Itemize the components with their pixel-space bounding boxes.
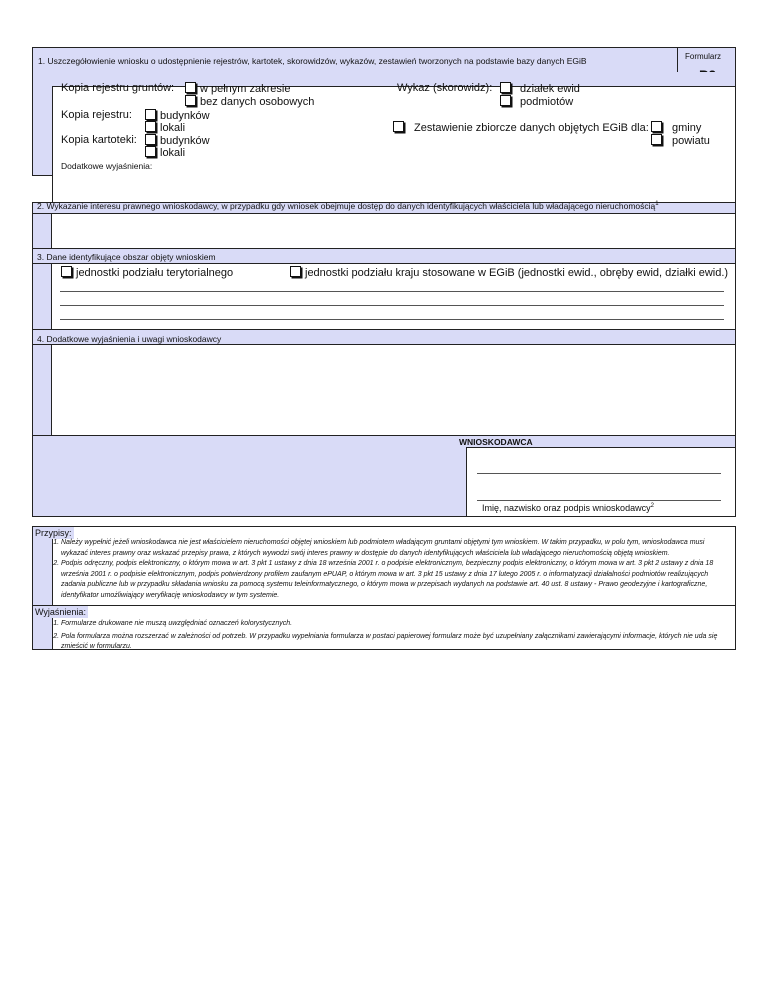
signature-label: Imię, nazwisko oraz podpis wnioskodawcy$^2$ (482, 503, 654, 513)
opt-dzialek-ewid[interactable]: działek ewid (500, 82, 580, 95)
checkbox-icon (290, 266, 301, 277)
section2-left-strip (32, 213, 52, 249)
wyjasnienia-title: Wyjaśnienia: (35, 607, 86, 617)
checkbox-icon (145, 121, 156, 132)
section3-left-strip (32, 263, 52, 330)
wyjasnienia-list (37, 619, 731, 653)
section4-left-strip (32, 344, 52, 436)
przypisy-list (37, 538, 731, 601)
wykaz-label: Wykaz (skorowidz): (397, 82, 493, 94)
opt-kartoteka-lokali[interactable]: lokali (145, 146, 185, 159)
opt-rejestr-budynkow[interactable]: budynków (145, 109, 210, 122)
section1-header (32, 47, 678, 73)
opt-w-pelnym-zakresie[interactable]: w pełnym zakresie (185, 82, 290, 95)
checkbox-icon (145, 146, 156, 157)
section1-title: 1. Uszczegółowienie wniosku o udostępnienie rejestrów, kartotek, skorowidzów, wykazów, zestawień tworzonych na podstawie bazy danych EGiB (38, 56, 587, 66)
wyjasnienie-1: 1. Formularze drukowane nie muszą uwzględniać oznaczeń kolorystycznych. (61, 619, 731, 630)
uwagi-input[interactable] (51, 344, 736, 436)
przypis-2: 2. Podpis odręczny, podpis elektroniczny, o którym mowa w art. 3 pkt 1 ustawy z dnia 18 września 2001 r. o podpisie elektronicznym, bezpieczny podpis elektroniczny, o którym mowa w art. 3 pkt 2 ustawy z dnia 18 września 2001 r. o podpisie elektronicznym, podpis potwierdzony profilem zaufanym ePUAP, o którym mowa w art. 3 pkt 15 ustawy z dnia 17 lutego 2005 r. o informatyzacji działalności podmiotów realizujących zadania publiczne lub w przypadku składania wniosku za pomocą systemu teleinformatycznego, o którym mowa w przepisach wydanych na podstawie art. 40 ust. 8 ustawy - Prawo geodezyjne i kartograficzne, identyfikator umożliwiający weryfikację wnioskodawcy w tym systemie. (61, 559, 731, 601)
przypisy-title: Przypisy: (35, 528, 72, 538)
kopia-rejestru-label: Kopia rejestru: (61, 109, 132, 121)
section2-title: 2. Wykazanie interesu prawnego wnioskodawcy, w przypadku gdy wniosek obejmuje dostęp do danych identyfikujących właściciela lub władającego nieruchomością$^1$ (37, 201, 659, 211)
dodatkowe-input[interactable] (60, 172, 730, 200)
checkbox-icon (185, 95, 196, 106)
opt-powiatu[interactable]: powiatu (651, 134, 710, 147)
wyjasnienia-box (32, 605, 736, 650)
checkbox-icon (185, 82, 196, 93)
przypis-1: 1. Należy wypełnić jeżeli wnioskodawca nie jest właścicielem nieruchomości objętej wnioskiem lub podmiotem władającym gruntami objętymi tym wnioskiem. W takim przypadku, w polu tym, wnioskodawca musi wykazać interes prawny oraz wskazać przepisy prawa, z których wywodzi swój interes prawny w dostępie do danych identyfikujących właściciela lub władającego nieruchomością objętą wnioskiem. (61, 538, 731, 559)
section3-title: 3. Dane identyfikujące obszar objęty wnioskiem (37, 252, 216, 262)
opt-rejestr-lokali[interactable]: lokali (145, 121, 185, 134)
wyjasnienie-2: 2. Pola formularza można rozszerzać w zależności od potrzeb. W przypadku wypełniania formularza w postaci papierowej formularz może być uzupełniany załącznikami zawierającymi informacje, których nie uda się zmieścić w formularzu. (61, 632, 731, 653)
section4-header (32, 329, 736, 345)
checkbox-icon (393, 121, 404, 132)
kopia-kartoteki-label: Kopia kartoteki: (61, 134, 137, 146)
opt-podmiotow[interactable]: podmiotów (500, 95, 573, 108)
checkbox-icon (500, 82, 511, 93)
opt-gminy[interactable]: gminy (651, 121, 701, 134)
opt-jednostki-terytorialne[interactable]: jednostki podziału terytorialnego (61, 266, 233, 279)
przypisy-box (32, 526, 736, 606)
checkbox-icon (500, 95, 511, 106)
dodatkowe-label: Dodatkowe wyjaśnienia: (61, 161, 153, 171)
interes-prawny-input[interactable] (51, 213, 736, 249)
opt-kartoteka-budynkow[interactable]: budynków (145, 134, 210, 147)
checkbox-icon (61, 266, 72, 277)
checkbox-icon (145, 134, 156, 145)
section4-title: 4. Dodatkowe wyjaśnienia i uwagi wnioskodawcy (37, 334, 222, 344)
opt-zestawienie[interactable]: Zestawienie zbiorcze danych objętych EGiB dla: (393, 121, 649, 134)
area-line-1[interactable] (60, 291, 724, 292)
checkbox-icon (145, 109, 156, 120)
formularz-label: Formularz (685, 52, 722, 61)
wnioskodawca-title: WNIOSKODAWCA (459, 437, 533, 447)
area-line-3[interactable] (60, 319, 724, 320)
checkbox-icon (651, 121, 662, 132)
signature-line-1 (477, 473, 721, 474)
opt-bez-danych-osobowych[interactable]: bez danych osobowych (185, 95, 314, 108)
signature-line-2 (477, 500, 721, 501)
checkbox-icon (651, 134, 662, 145)
kopia-rejestru-gruntow-label: Kopia rejestru gruntów: (61, 82, 175, 94)
section3-header (32, 248, 736, 264)
opt-jednostki-egib[interactable]: jednostki podziału kraju stosowane w EGiB (jednostki ewid., obręby ewid, działki ewid.) (290, 266, 728, 279)
area-line-2[interactable] (60, 305, 724, 306)
